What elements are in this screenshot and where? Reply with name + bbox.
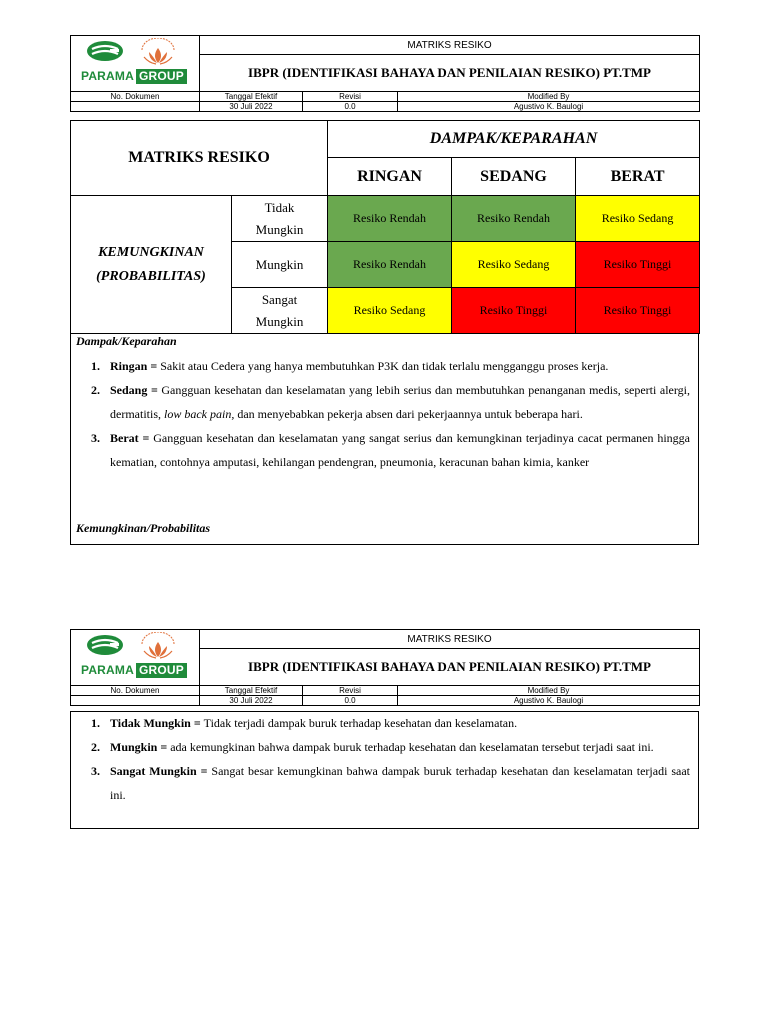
list-term: Ringan: [110, 359, 148, 373]
value-revisi: 0.0: [303, 102, 398, 112]
label-revisi: Revisi: [303, 92, 398, 102]
logo-word-group: GROUP: [136, 663, 187, 678]
list-number: 3.: [91, 431, 100, 445]
list-text: Sakit atau Cedera yang hanya membutuhkan P3K dan tidak terlalu mengganggu proses kerja.: [160, 359, 609, 373]
logo-word-parama: PARAMA: [81, 69, 134, 83]
list-text: Tidak terjadi dampak buruk terhadap kesehatan dan keselamatan.: [203, 716, 518, 730]
risk-cell: Resiko Rendah: [452, 196, 576, 242]
likelihood-sangat-mungkin: [232, 288, 328, 334]
company-logo: [77, 632, 195, 682]
impact-list: [91, 354, 690, 474]
list-separator: =: [196, 764, 212, 778]
list-number: 2.: [91, 740, 100, 754]
list-text: Gangguan kesehatan dan keselamatan yang lebih serius dan membutuhkan penanganan medis, seperti alergi, dermatitis,: [110, 383, 691, 421]
list-separator: =: [147, 359, 161, 373]
list-term: Mungkin: [110, 740, 158, 754]
list-number: 3.: [91, 764, 100, 778]
lotus-icon: [137, 632, 179, 660]
risk-cell: Resiko Tinggi: [576, 242, 700, 288]
parama-badge-icon: [86, 634, 124, 656]
logo-wordmark: [81, 69, 187, 84]
lotus-icon: [137, 38, 179, 66]
label-no-dokumen: No. Dokumen: [71, 92, 200, 102]
label-modified-by: Modified By: [398, 686, 700, 696]
logo-word-group: GROUP: [136, 69, 187, 84]
list-separator: =: [138, 431, 154, 445]
probability-header-line1: KEMUNGKINAN: [98, 244, 204, 260]
probability-list: [91, 711, 690, 807]
probability-header-line2: (PROBABILITAS): [96, 268, 206, 284]
severity-sedang: SEDANG: [452, 158, 576, 196]
logo-cell: [71, 36, 200, 92]
list-term: Tidak Mungkin: [110, 716, 191, 730]
logo-cell: [71, 630, 200, 686]
impact-section-heading: Dampak/Keparahan: [76, 334, 177, 348]
probability-definitions-box: [70, 711, 699, 829]
list-term: Sangat Mungkin: [110, 764, 197, 778]
label-revisi: Revisi: [303, 686, 398, 696]
label-tanggal-efektif: Tanggal Efektif: [200, 686, 303, 696]
risk-cell: Resiko Sedang: [452, 242, 576, 288]
risk-cell: Resiko Tinggi: [452, 288, 576, 334]
matrix-title: MATRIKS RESIKO: [71, 121, 328, 196]
value-no-dokumen: [71, 696, 200, 706]
risk-matrix-table: [70, 120, 700, 334]
list-term: Sedang: [110, 383, 148, 397]
likelihood-label-line1: Tidak: [264, 199, 295, 215]
label-tanggal-efektif: Tanggal Efektif: [200, 92, 303, 102]
probability-header: [71, 196, 232, 334]
list-number: 1.: [91, 716, 100, 730]
doc-title: MATRIKS RESIKO: [200, 36, 700, 55]
label-no-dokumen: No. Dokumen: [71, 686, 200, 696]
list-text: dan menyebabkan pekerja absen dari pekerjaannya untuk beberapa hari.: [234, 407, 583, 421]
value-modified-by: Agustivo K. Baulogi: [398, 102, 700, 112]
list-separator: =: [190, 716, 204, 730]
risk-cell: Resiko Tinggi: [576, 288, 700, 334]
likelihood-tidak-mungkin: [232, 196, 328, 242]
likelihood-label-line1: Sangat: [261, 291, 298, 307]
risk-cell: Resiko Rendah: [328, 196, 452, 242]
severity-berat: BERAT: [576, 158, 700, 196]
impact-definitions-box: [70, 333, 699, 545]
likelihood-label-line1: Mungkin: [255, 256, 304, 272]
list-item: [91, 759, 690, 807]
likelihood-label-line2: Mungkin: [255, 221, 304, 237]
probability-section-heading: Kemungkinan/Probabilitas: [76, 521, 211, 535]
risk-cell: Resiko Sedang: [328, 288, 452, 334]
label-modified-by: Modified By: [398, 92, 700, 102]
value-revisi: 0.0: [303, 696, 398, 706]
likelihood-label-line2: Mungkin: [255, 313, 304, 329]
list-number: 1.: [91, 359, 100, 373]
list-item: [91, 354, 690, 378]
document-header-page2: [70, 629, 700, 706]
list-item: [91, 426, 690, 474]
severity-ringan: RINGAN: [328, 158, 452, 196]
document-header: [70, 35, 700, 112]
list-text-italic: low back pain,: [164, 407, 235, 421]
value-no-dokumen: [71, 102, 200, 112]
list-separator: =: [147, 383, 162, 397]
list-text: Sangat besar kemungkinan bahwa dampak buruk terhadap kesehatan dan keselamatan terjadi saat ini.: [110, 764, 691, 802]
likelihood-mungkin: [232, 242, 328, 288]
logo-word-parama: PARAMA: [81, 663, 134, 677]
list-separator: =: [157, 740, 171, 754]
list-term: Berat: [110, 431, 139, 445]
parama-badge-icon: [86, 40, 124, 62]
value-modified-by: Agustivo K. Baulogi: [398, 696, 700, 706]
doc-subtitle: IBPR (IDENTIFIKASI BAHAYA DAN PENILAIAN RESIKO) PT.TMP: [200, 649, 700, 686]
logo-wordmark: [81, 663, 187, 678]
value-tanggal-efektif: 30 Juli 2022: [200, 696, 303, 706]
list-item: [91, 735, 690, 759]
risk-cell: Resiko Sedang: [576, 196, 700, 242]
list-text: Gangguan kesehatan dan keselamatan yang sangat serius dan kemungkinan terjadinya cacat permanen hingga kematian, contohnya amputasi, kehilangan pendengran, pneumonia, keracunan bahan kimia, kanker: [110, 431, 690, 469]
list-text: ada kemungkinan bahwa dampak buruk terhadap kesehatan dan keselamatan tersebut terjadi saat ini.: [170, 740, 654, 754]
company-logo: [77, 38, 195, 88]
value-tanggal-efektif: 30 Juli 2022: [200, 102, 303, 112]
list-number: 2.: [91, 383, 100, 397]
doc-title: MATRIKS RESIKO: [200, 630, 700, 649]
list-item: [91, 711, 690, 735]
risk-cell: Resiko Rendah: [328, 242, 452, 288]
doc-subtitle: IBPR (IDENTIFIKASI BAHAYA DAN PENILAIAN RESIKO) PT.TMP: [200, 55, 700, 92]
impact-header: DAMPAK/KEPARAHAN: [328, 121, 700, 158]
list-item: [91, 378, 690, 426]
